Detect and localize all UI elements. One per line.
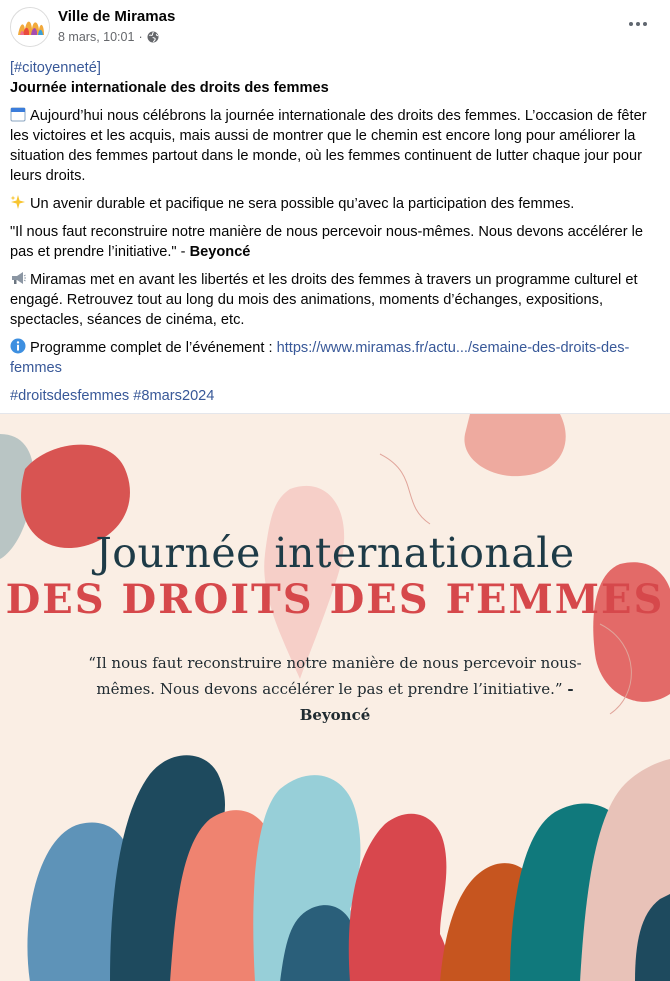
hashtag-citoyennete-link[interactable]: [#citoyenneté]: [10, 60, 101, 76]
paragraph-4: [10, 270, 662, 330]
more-options-button[interactable]: [624, 14, 652, 34]
post-timestamp[interactable]: 8 mars, 10:01: [58, 30, 135, 44]
poster-title-line-1: Journée internationale: [95, 529, 575, 577]
paragraph-3: [10, 222, 662, 262]
poster-title-line-2: DES DROITS DES FEMMES: [5, 576, 665, 623]
paragraph-5: [10, 338, 662, 378]
meta-separator: ·: [138, 30, 143, 44]
paragraph-3-author: Beyoncé: [189, 244, 251, 260]
more-options-icon: [629, 22, 633, 26]
paragraph-2: [10, 194, 662, 214]
hashtags-link[interactable]: #droitsdesfemmes #8mars2024: [10, 388, 215, 404]
poster-quote-author: - Beyoncé: [299, 680, 574, 724]
paragraph-5-text: Programme complet de l’événement :: [30, 340, 277, 356]
info-icon: [10, 338, 26, 354]
post-image[interactable]: [0, 413, 670, 981]
program-link[interactable]: https://www.miramas.fr/actu.../semaine-des-droits-des-femmes: [10, 340, 630, 376]
page-avatar[interactable]: [10, 7, 50, 47]
page-name[interactable]: Ville de Miramas: [58, 8, 176, 25]
post-meta: [58, 30, 159, 44]
women-silhouettes: [27, 755, 670, 981]
miramas-logo: [11, 8, 50, 47]
globe-icon[interactable]: [147, 31, 159, 43]
poster-quote: [60, 650, 610, 728]
calendar-icon: [10, 106, 26, 122]
paragraph-4-text: Miramas met en avant les libertés et les droits des femmes à travers un programme culturel et engagé. Retrouvez tout au long du mois des animations, moments d’échanges, expositions, spectacles, séances de cinéma, etc.: [10, 272, 638, 328]
paragraph-1: [10, 106, 662, 186]
paragraph-2-text: Un avenir durable et pacifique ne sera possible qu’avec la participation des femmes.: [30, 196, 575, 212]
post-body: [10, 58, 662, 406]
paragraph-3-quote: "Il nous faut reconstruire notre manière de nous percevoir nous-mêmes. Nous devons accélérer le pas et prendre l’initiative." -: [10, 224, 644, 260]
blob-top-right: [464, 414, 565, 476]
poster-quote-text: “Il nous faut reconstruire notre manière de nous percevoir nous-mêmes. Nous devons accélérer le pas et prendre l’initiative.”: [88, 654, 582, 698]
paragraph-1-text: Aujourd’hui nous célébrons la journée internationale des droits des femmes. L’occasion de fêter les victoires et les acquis, mais aussi de montrer que le chemin est encore long pour améliorer la situation des femmes partout dans le monde, où les femmes continuent de lutter chaque jour pour leurs droits.: [10, 108, 647, 184]
post-title: Journée internationale des droits des femmes: [10, 80, 329, 96]
sparkles-icon: [10, 194, 26, 210]
post-header: [0, 0, 670, 56]
megaphone-icon: [10, 270, 26, 286]
